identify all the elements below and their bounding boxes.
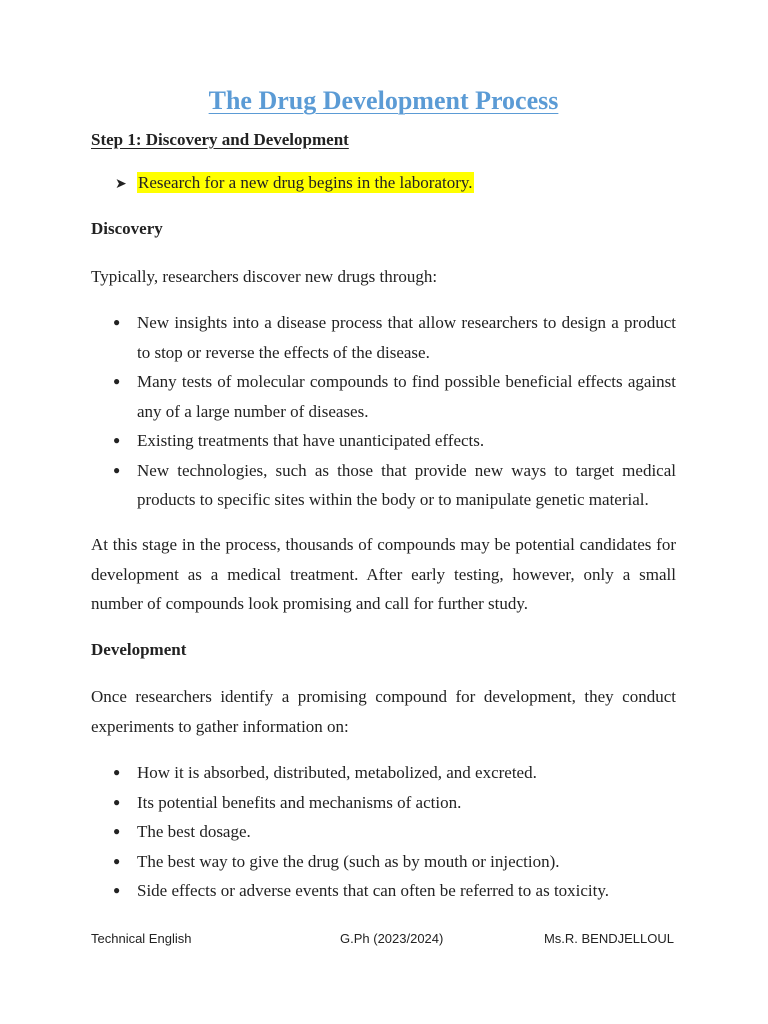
list-item: ● New insights into a disease process that allow researchers to design a product to stop or reverse the effects of the disease.: [91, 308, 676, 367]
footer-course: Technical English: [91, 931, 192, 946]
development-intro: Once researchers identify a promising compound for development, they conduct experiments to gather information on:: [91, 687, 676, 736]
development-heading: Development: [91, 640, 187, 659]
bullet-icon: ●: [113, 883, 121, 897]
list-item: ● Its potential benefits and mechanisms of action.: [91, 788, 676, 818]
discovery-heading: Discovery: [91, 219, 163, 238]
bullet-icon: ●: [113, 765, 121, 779]
list-item: ● Side effects or adverse events that can often be referred to as toxicity.: [91, 876, 676, 906]
footer-class: G.Ph (2023/2024): [340, 931, 444, 946]
bullet-icon: ●: [113, 315, 121, 329]
discovery-list: [91, 308, 676, 515]
list-item: ● The best dosage.: [91, 817, 676, 847]
bullet-icon: ●: [113, 794, 121, 809]
bullet-icon: ●: [113, 462, 121, 477]
highlighted-text: Research for a new drug begins in the laboratory.: [138, 173, 473, 192]
discovery-closing: At this stage in the process, thousands of compounds may be potential candidates for development as a medical treatment. After early testing, however, only a small number of compounds look promising and call for further study.: [91, 535, 676, 613]
footer-author: Ms.R. BENDJELLOUL: [543, 931, 674, 946]
list-item: ● How it is absorbed, distributed, metabolized, and excreted.: [91, 758, 676, 788]
list-item: ● Existing treatments that have unanticipated effects.: [91, 426, 676, 456]
list-item: ● New technologies, such as those that provide new ways to target medical products to specific sites within the body or to manipulate genetic material.: [91, 456, 676, 515]
highlighted-point: [115, 172, 474, 195]
arrow-right-icon: ➤: [115, 176, 127, 192]
bullet-icon: ●: [113, 824, 121, 838]
page-title: The Drug Development Process: [208, 86, 559, 115]
bullet-icon: ●: [113, 853, 121, 868]
bullet-icon: ●: [113, 374, 121, 388]
list-item: ● The best way to give the drug (such as by mouth or injection).: [91, 847, 676, 877]
step-heading: Step 1: Discovery and Development: [91, 130, 349, 149]
bullet-icon: ●: [113, 433, 121, 447]
development-list: [91, 758, 676, 906]
list-item: ● Many tests of molecular compounds to find possible beneficial effects against any of a large number of diseases.: [91, 367, 676, 426]
discovery-intro: Typically, researchers discover new drugs through:: [91, 267, 438, 286]
